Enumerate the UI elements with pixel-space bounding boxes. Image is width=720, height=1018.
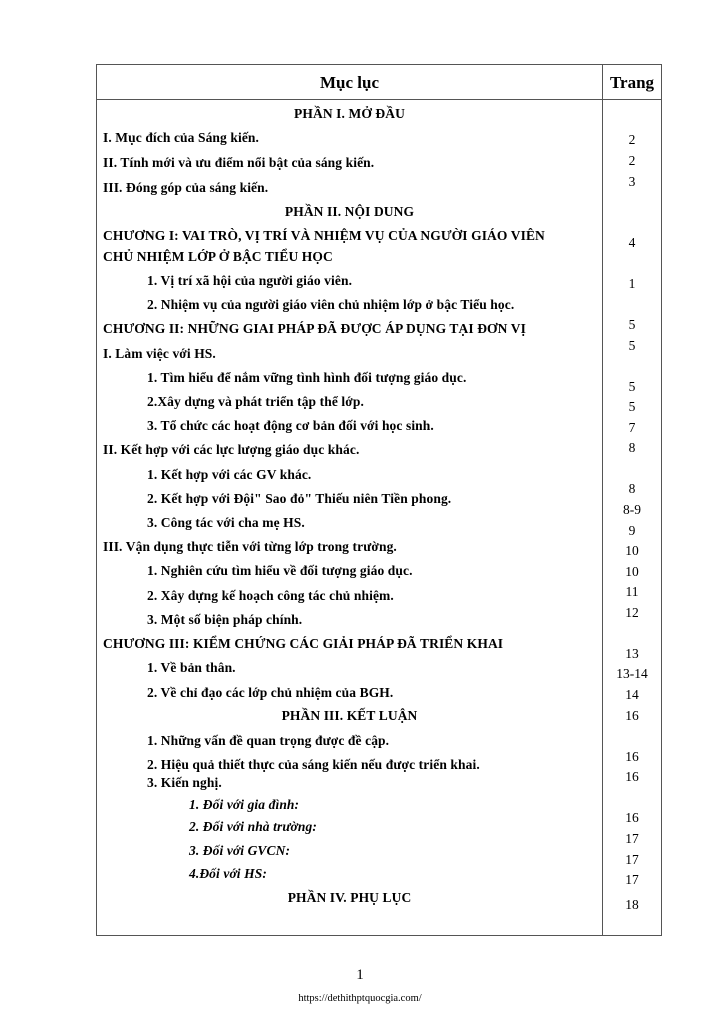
page-number: 16 xyxy=(625,749,639,764)
page-number: 17 xyxy=(625,872,639,887)
page-number: 3 xyxy=(628,174,636,189)
chapter-heading: CHƯƠNG II: NHỮNG GIAI PHÁP ĐÃ ĐƯỢC ÁP DỤNG TẠI ĐƠN VỊ xyxy=(103,321,526,336)
page-number: 16 xyxy=(625,708,639,723)
page-number: 13-14 xyxy=(616,666,648,681)
part-heading: PHẦN II. NỘI DUNG xyxy=(284,204,415,219)
toc-subentry: 2. Kết hợp với Đội" Sao đỏ" Thiếu niên Tiền phong. xyxy=(147,491,452,506)
column-divider xyxy=(602,65,603,935)
toc-subentry: 1. Tìm hiểu để nắm vững tình hình đối tượng giáo dục. xyxy=(147,370,467,385)
page-number: 14 xyxy=(625,687,639,702)
toc-subsubentry: 3. Đối với GVCN: xyxy=(189,843,291,858)
toc-subentry: 3. Công tác với cha mẹ HS. xyxy=(147,515,305,530)
page-number: 2 xyxy=(628,153,636,168)
page-number: 18 xyxy=(625,897,639,912)
page-number: 8-9 xyxy=(623,502,641,517)
page-number: 5 xyxy=(628,399,636,414)
toc-subentry: 1. Về bản thân. xyxy=(147,660,236,675)
toc-subentry: 3. Một số biện pháp chính. xyxy=(147,612,303,627)
page-number: 5 xyxy=(628,379,636,394)
toc-entry: III. Vận dụng thực tiễn với từng lớp trong trường. xyxy=(103,539,397,554)
page-number: 2 xyxy=(628,132,636,147)
toc-subentry: 2. Xây dựng kế hoạch công tác chủ nhiệm. xyxy=(147,588,394,603)
toc-subsubentry: 1. Đối với gia đình: xyxy=(189,797,300,812)
chapter-heading: CHƯƠNG I: VAI TRÒ, VỊ TRÍ VÀ NHIỆM VỤ CỦA NGƯỜI GIÁO VIÊN xyxy=(103,228,545,243)
toc-title: Mục lục xyxy=(319,73,380,92)
page-number: 12 xyxy=(625,605,639,620)
part-heading: PHẦN III. KẾT LUẬN xyxy=(281,708,418,723)
toc-entry: II. Kết hợp với các lực lượng giáo dục khác. xyxy=(103,442,360,457)
footer-page-number: 1 xyxy=(356,967,364,983)
page-number: 17 xyxy=(625,831,639,846)
toc-subentry: 1. Nghiên cứu tìm hiểu về đối tượng giáo dục. xyxy=(147,563,413,578)
page-number: 10 xyxy=(625,543,639,558)
toc-subentry: 1. Vị trí xã hội của người giáo viên. xyxy=(147,273,353,288)
toc-subsubentry: 2. Đối với nhà trường: xyxy=(189,819,317,834)
toc-subentry: 3. Kiến nghị. xyxy=(147,775,222,790)
toc-subentry: 1. Những vấn đề quan trọng được đề cập. xyxy=(147,733,390,748)
footer-url: https://dethithptquocgia.com/ xyxy=(298,993,422,1004)
page-number: 7 xyxy=(628,420,636,435)
page-number: 5 xyxy=(628,317,636,332)
toc-entry: III. Đóng góp của sáng kiến. xyxy=(103,180,269,195)
page-number: 13 xyxy=(625,646,639,661)
page-number: 16 xyxy=(625,810,639,825)
page-number: 17 xyxy=(625,852,639,867)
toc-subsubentry: 4.Đối với HS: xyxy=(189,866,267,881)
page-column-header: Trang xyxy=(609,73,655,92)
page-number: 5 xyxy=(628,338,636,353)
page-number: 9 xyxy=(628,523,636,538)
part-heading: PHẦN I. MỞ ĐẦU xyxy=(294,106,405,121)
toc-subentry: 3. Tổ chức các hoạt động cơ bản đối với học sinh. xyxy=(147,418,434,433)
page-number: 8 xyxy=(628,440,636,455)
chapter-heading: CHƯƠNG III: KIỂM CHỨNG CÁC GIẢI PHÁP ĐÃ TRIỂN KHAI xyxy=(103,636,504,651)
toc-entry: II. Tính mới và ưu điểm nổi bật của sáng kiến. xyxy=(103,155,375,170)
page-number: 4 xyxy=(628,235,636,250)
toc-subentry: 2. Hiệu quả thiết thực của sáng kiến nếu được triển khai. xyxy=(147,757,480,772)
toc-subentry: 2. Nhiệm vụ của người giáo viên chủ nhiệm lớp ở bậc Tiểu học. xyxy=(147,297,515,312)
toc-subentry: 2. Về chỉ đạo các lớp chủ nhiệm của BGH. xyxy=(147,685,394,700)
page-number: 11 xyxy=(625,584,639,599)
page-number: 8 xyxy=(628,481,636,496)
toc-entry: I. Làm việc với HS. xyxy=(103,346,216,361)
part-heading: PHẦN IV. PHỤ LỤC xyxy=(287,890,412,905)
chapter-heading: CHỦ NHIỆM LỚP Ở BẬC TIỂU HỌC xyxy=(103,249,333,264)
toc-subentry: 2.Xây dựng và phát triển tập thể lớp. xyxy=(147,394,364,409)
toc-subentry: 1. Kết hợp với các GV khác. xyxy=(147,467,312,482)
page-number: 10 xyxy=(625,564,639,579)
toc-entry: I. Mục đích của Sáng kiến. xyxy=(103,130,260,145)
page-number: 1 xyxy=(628,276,636,291)
page-number: 16 xyxy=(625,769,639,784)
